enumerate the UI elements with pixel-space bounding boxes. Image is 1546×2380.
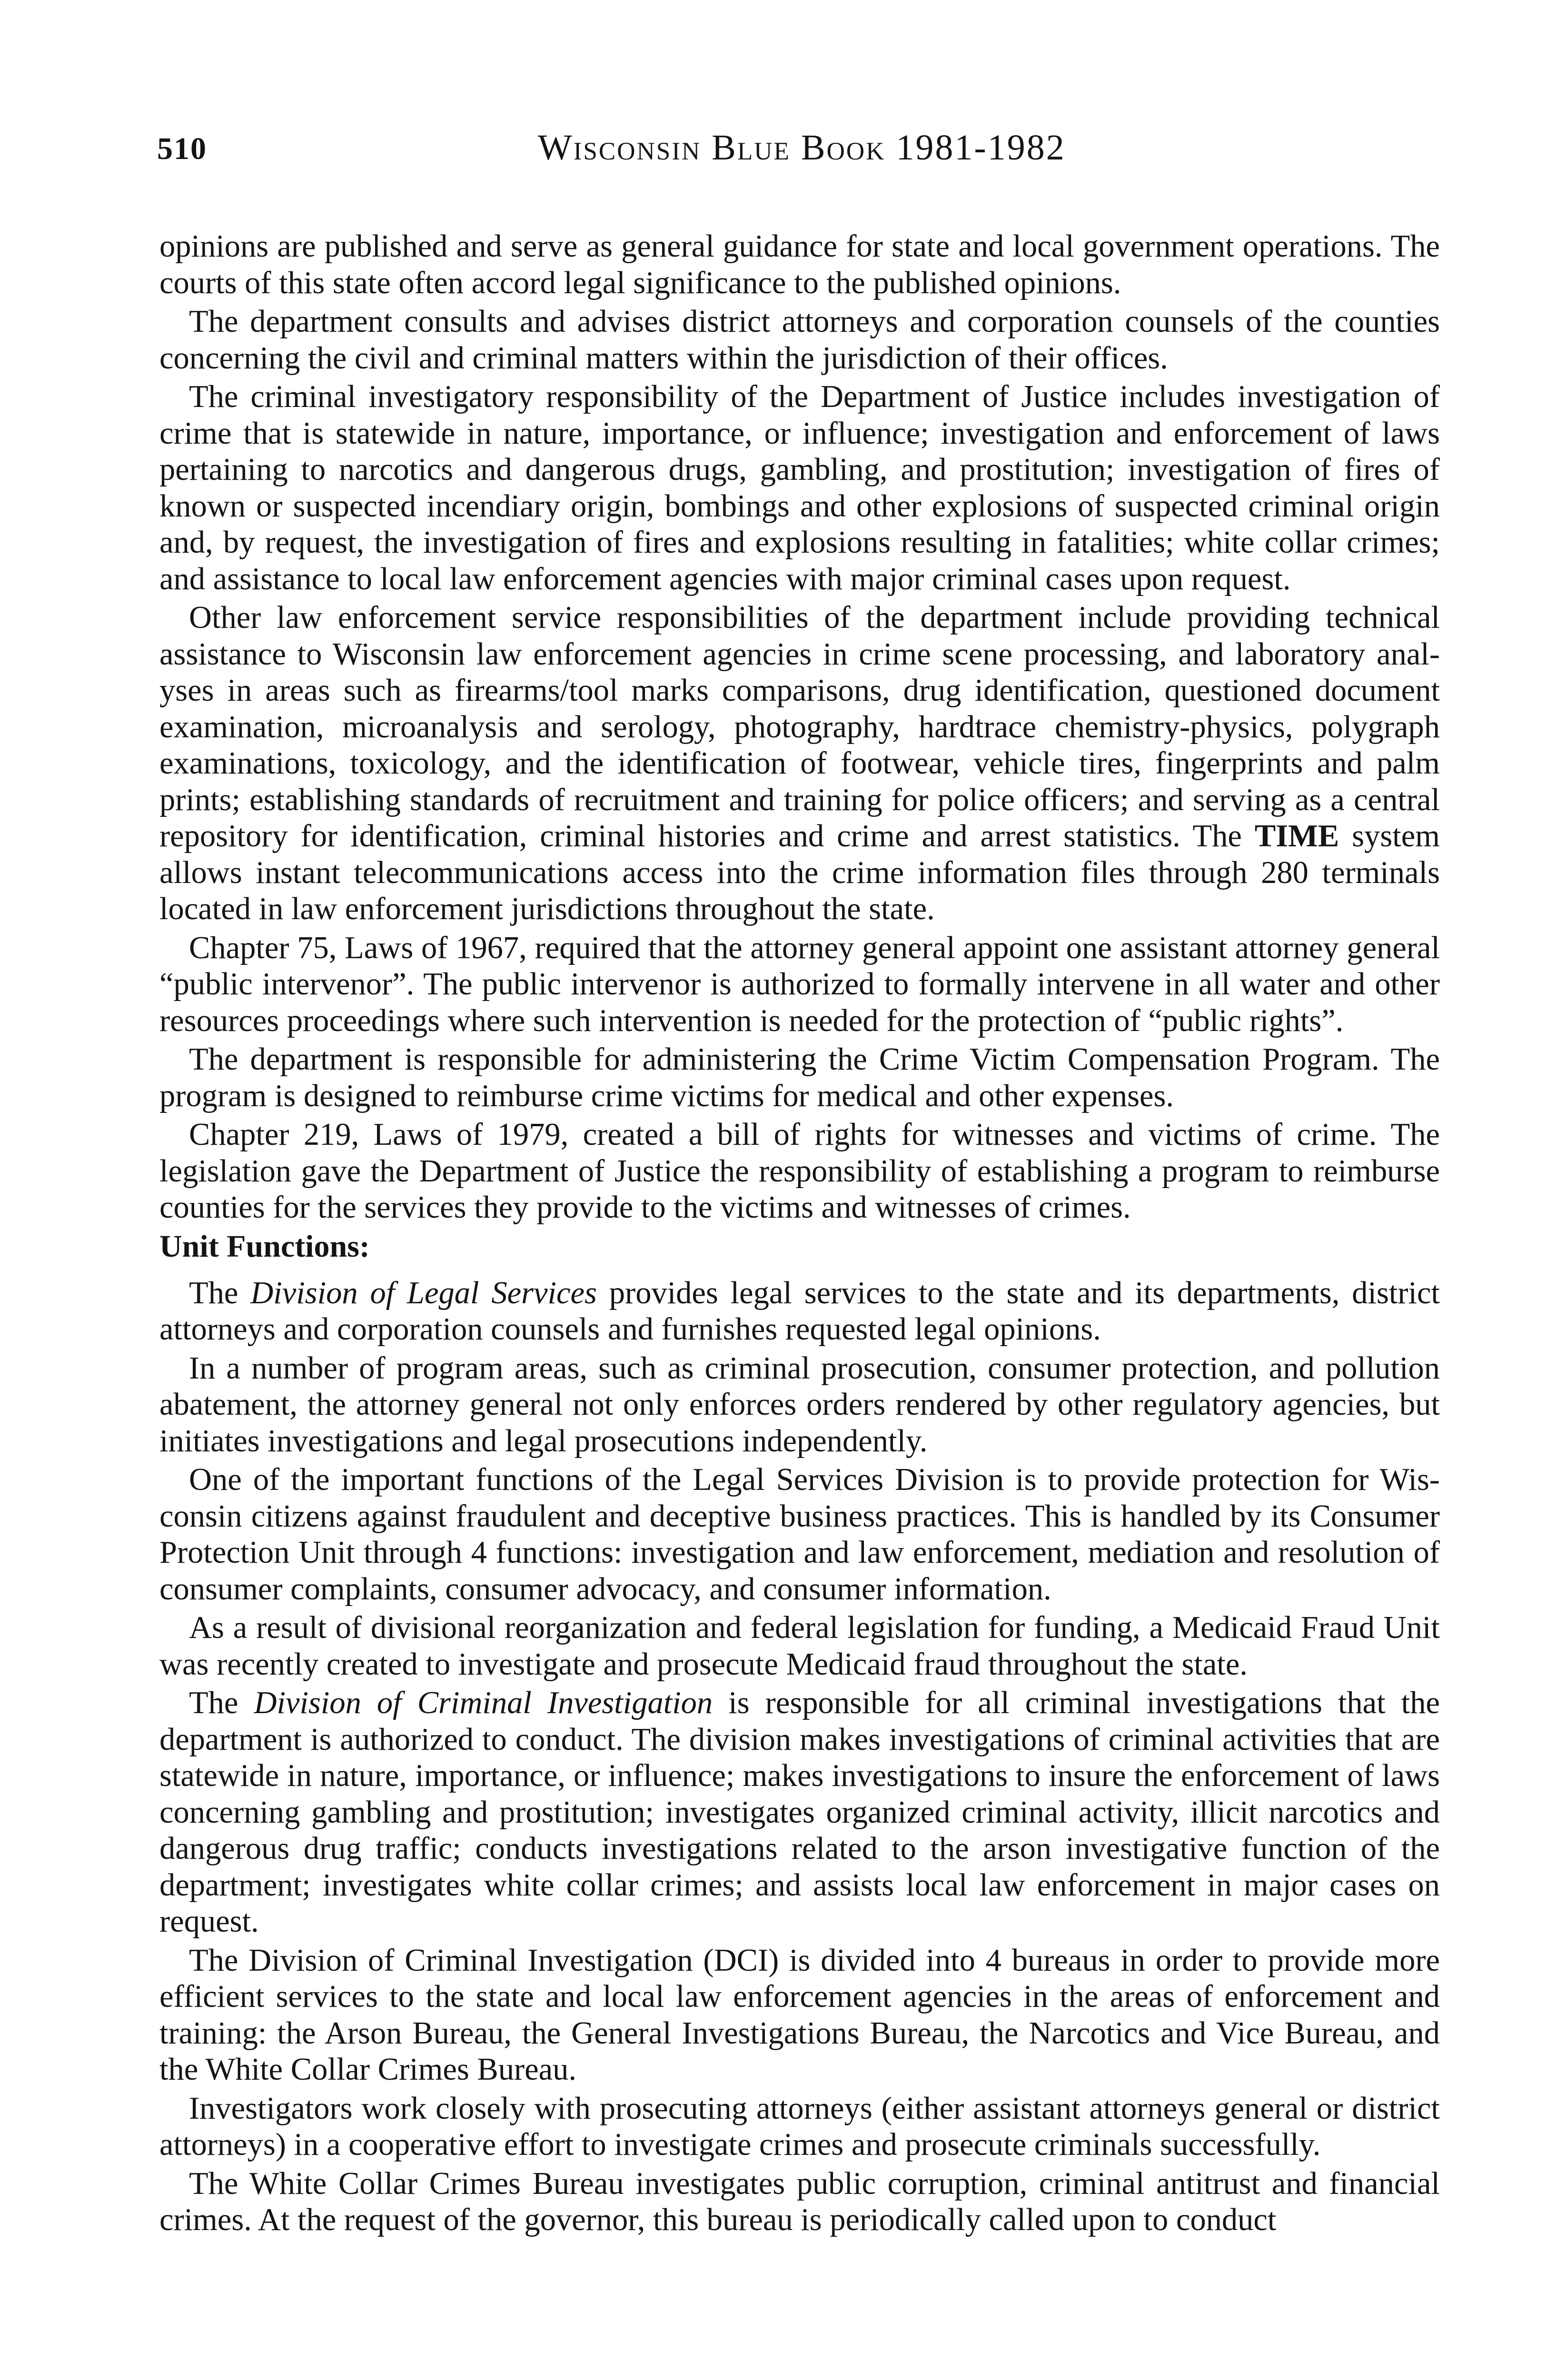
- paragraph-investigators-cooperation: Investigators work closely with prosecuting attorneys (either assistant attorneys general or district attorneys) in a cooperative effort to investigate crimes and prosecute criminals successfully.: [159, 2091, 1440, 2162]
- paragraph-published-opinions: opinions are published and serve as general guidance for state and local government operations. The courts of this state often accord legal significance to the published opinions.: [159, 229, 1440, 300]
- division-criminal-investigation-name: Division of Criminal Investigation: [254, 1686, 713, 1720]
- paragraph-crime-victim-compensation: The department is responsible for administering the Crime Victim Compensation Program. The program is designed to reimburse crime victims for medical and other expenses.: [159, 1042, 1440, 1113]
- paragraph-consults-district-attorneys: The department consults and advises district attorneys and corporation counsels of the counties concerning the civil and criminal matters within the jurisdiction of their offices.: [159, 304, 1440, 376]
- paragraph-consumer-protection: One of the important functions of the Legal Services Division is to provide protection for Wisconsin citizens against fraudulent and deceptive business practices. This is handled by its Consumer Protection Unit through 4 functions: investigation and law enforcement, mediation and resolution of consumer complaints, consumer advocacy, and consumer information.: [159, 1462, 1440, 1606]
- running-title: [538, 127, 1066, 169]
- paragraph-public-intervenor: Chapter 75, Laws of 1967, required that the attorney general appoint one assistant attorney general “public intervenor”. The public intervenor is authorized to formally intervene in all water and other resources proceedings where such intervention is needed for the protection of “public rights”.: [159, 930, 1440, 1038]
- paragraph-program-areas: In a number of program areas, such as criminal prosecution, consumer protection, and pollution abatement, the attorney general not only enforces orders rendered by other regulatory agencies, but initiates investigations and legal prosecutions independently.: [159, 1350, 1440, 1458]
- paragraph-law-enforcement-text-a: Other law enforcement service responsibilities of the department include providing technical assistance to Wisconsin law enforcement agencies in crime scene processing, and laboratory analyses in areas such as firearms/tool marks comparisons, drug identification, questioned document examination, microanalysis and serology, photography, hardtrace chemistry-physics, polygraph examinations, toxicology, and the identification of footwear, vehicle tires, fingerprints and palm prints; establishing standards of recruitment and training for police officers; and serving as a central repository for identification, criminal histories and crime and arrest statistics. The: [159, 600, 1440, 853]
- body-text: [159, 228, 1440, 2241]
- paragraph-medicaid-fraud-unit: As a result of divisional reorganization and federal legislation for funding, a Medicaid Fraud Unit was recently created to investigate and prosecute Medicaid fraud throughout the state.: [159, 1610, 1440, 1682]
- paragraph-criminal-investigatory-responsibility: The criminal investigatory responsibility of the Department of Justice includes investigation of crime that is statewide in nature, importance, or influence; investigation and enforcement of laws pertaining to narcotics and dangerous drugs, gambling, and prostitution; investigation of fires of known or suspected incendiary origin, bombings and other explosions of suspected criminal origin and, by request, the investigation of fires and explosions resulting in fatalities; white collar crimes; and assistance to local law enforcement agencies with major criminal cases upon request.: [159, 379, 1440, 596]
- page-number: 510: [157, 131, 207, 166]
- unit-functions-heading: Unit Functions:: [159, 1229, 370, 1264]
- page-header: [157, 128, 1442, 188]
- paragraph-law-enforcement-services: [159, 600, 1440, 928]
- paragraph-legal-services-lead: The: [189, 1275, 251, 1310]
- paragraph-law-enforcement-text-b: system allows instant telecommunications access into the crime information files through 280 terminals located in law enforcement jurisdictions throughout the state.: [159, 819, 1440, 926]
- paragraph-division-criminal-investigation: [159, 1685, 1440, 1940]
- division-legal-services-name: Division of Legal Services: [250, 1275, 597, 1310]
- paragraph-dci-bureaus: The Division of Criminal Investigation (DCI) is divided into 4 bureaus in order to provide more efficient services to the state and local law enforcement agencies in the areas of enforcement and training: the Arson Bureau, the General Investigations Bureau, the Narcotics and Vice Bureau, and the White Collar Crimes Bureau.: [159, 1943, 1440, 2087]
- paragraph-division-legal-services: [159, 1275, 1440, 1348]
- time-system-name: TIME: [1254, 819, 1339, 853]
- paragraph-witness-bill-of-rights: Chapter 219, Laws of 1979, created a bill of rights for witnesses and victims of crime. The legislation gave the Department of Justice the responsibility of establishing a program to reimburse counties for the services they provide to the victims and witnesses of crimes.: [159, 1117, 1440, 1225]
- paragraph-criminal-investigation-text: is responsible for all criminal investigations that the department is authorized to conduct. The division makes investigations of criminal activities that are statewide in nature, importance, or influence; makes investigations to insure the enforcement of laws concerning gambling and prostitution; investigates organized criminal activity, illicit narcotics and dangerous drug traffic; conducts investigations related to the arson investigative function of the department; investigates white collar crimes; and assists local law enforcement in major cases on request.: [159, 1686, 1440, 1939]
- running-title-text: Wisconsin Blue Book 1981-1982: [538, 128, 1066, 168]
- paragraph-legal-services-text: provides legal services to the state and its departments, district attorneys and corporation counsels and furnishes requested legal opinions.: [159, 1275, 1440, 1347]
- paragraph-white-collar-crimes: The White Collar Crimes Bureau investigates public corruption, criminal antitrust and financial crimes. At the request of the governor, this bureau is periodically called upon to conduct: [159, 2166, 1440, 2237]
- paragraph-criminal-investigation-lead: The: [189, 1686, 254, 1720]
